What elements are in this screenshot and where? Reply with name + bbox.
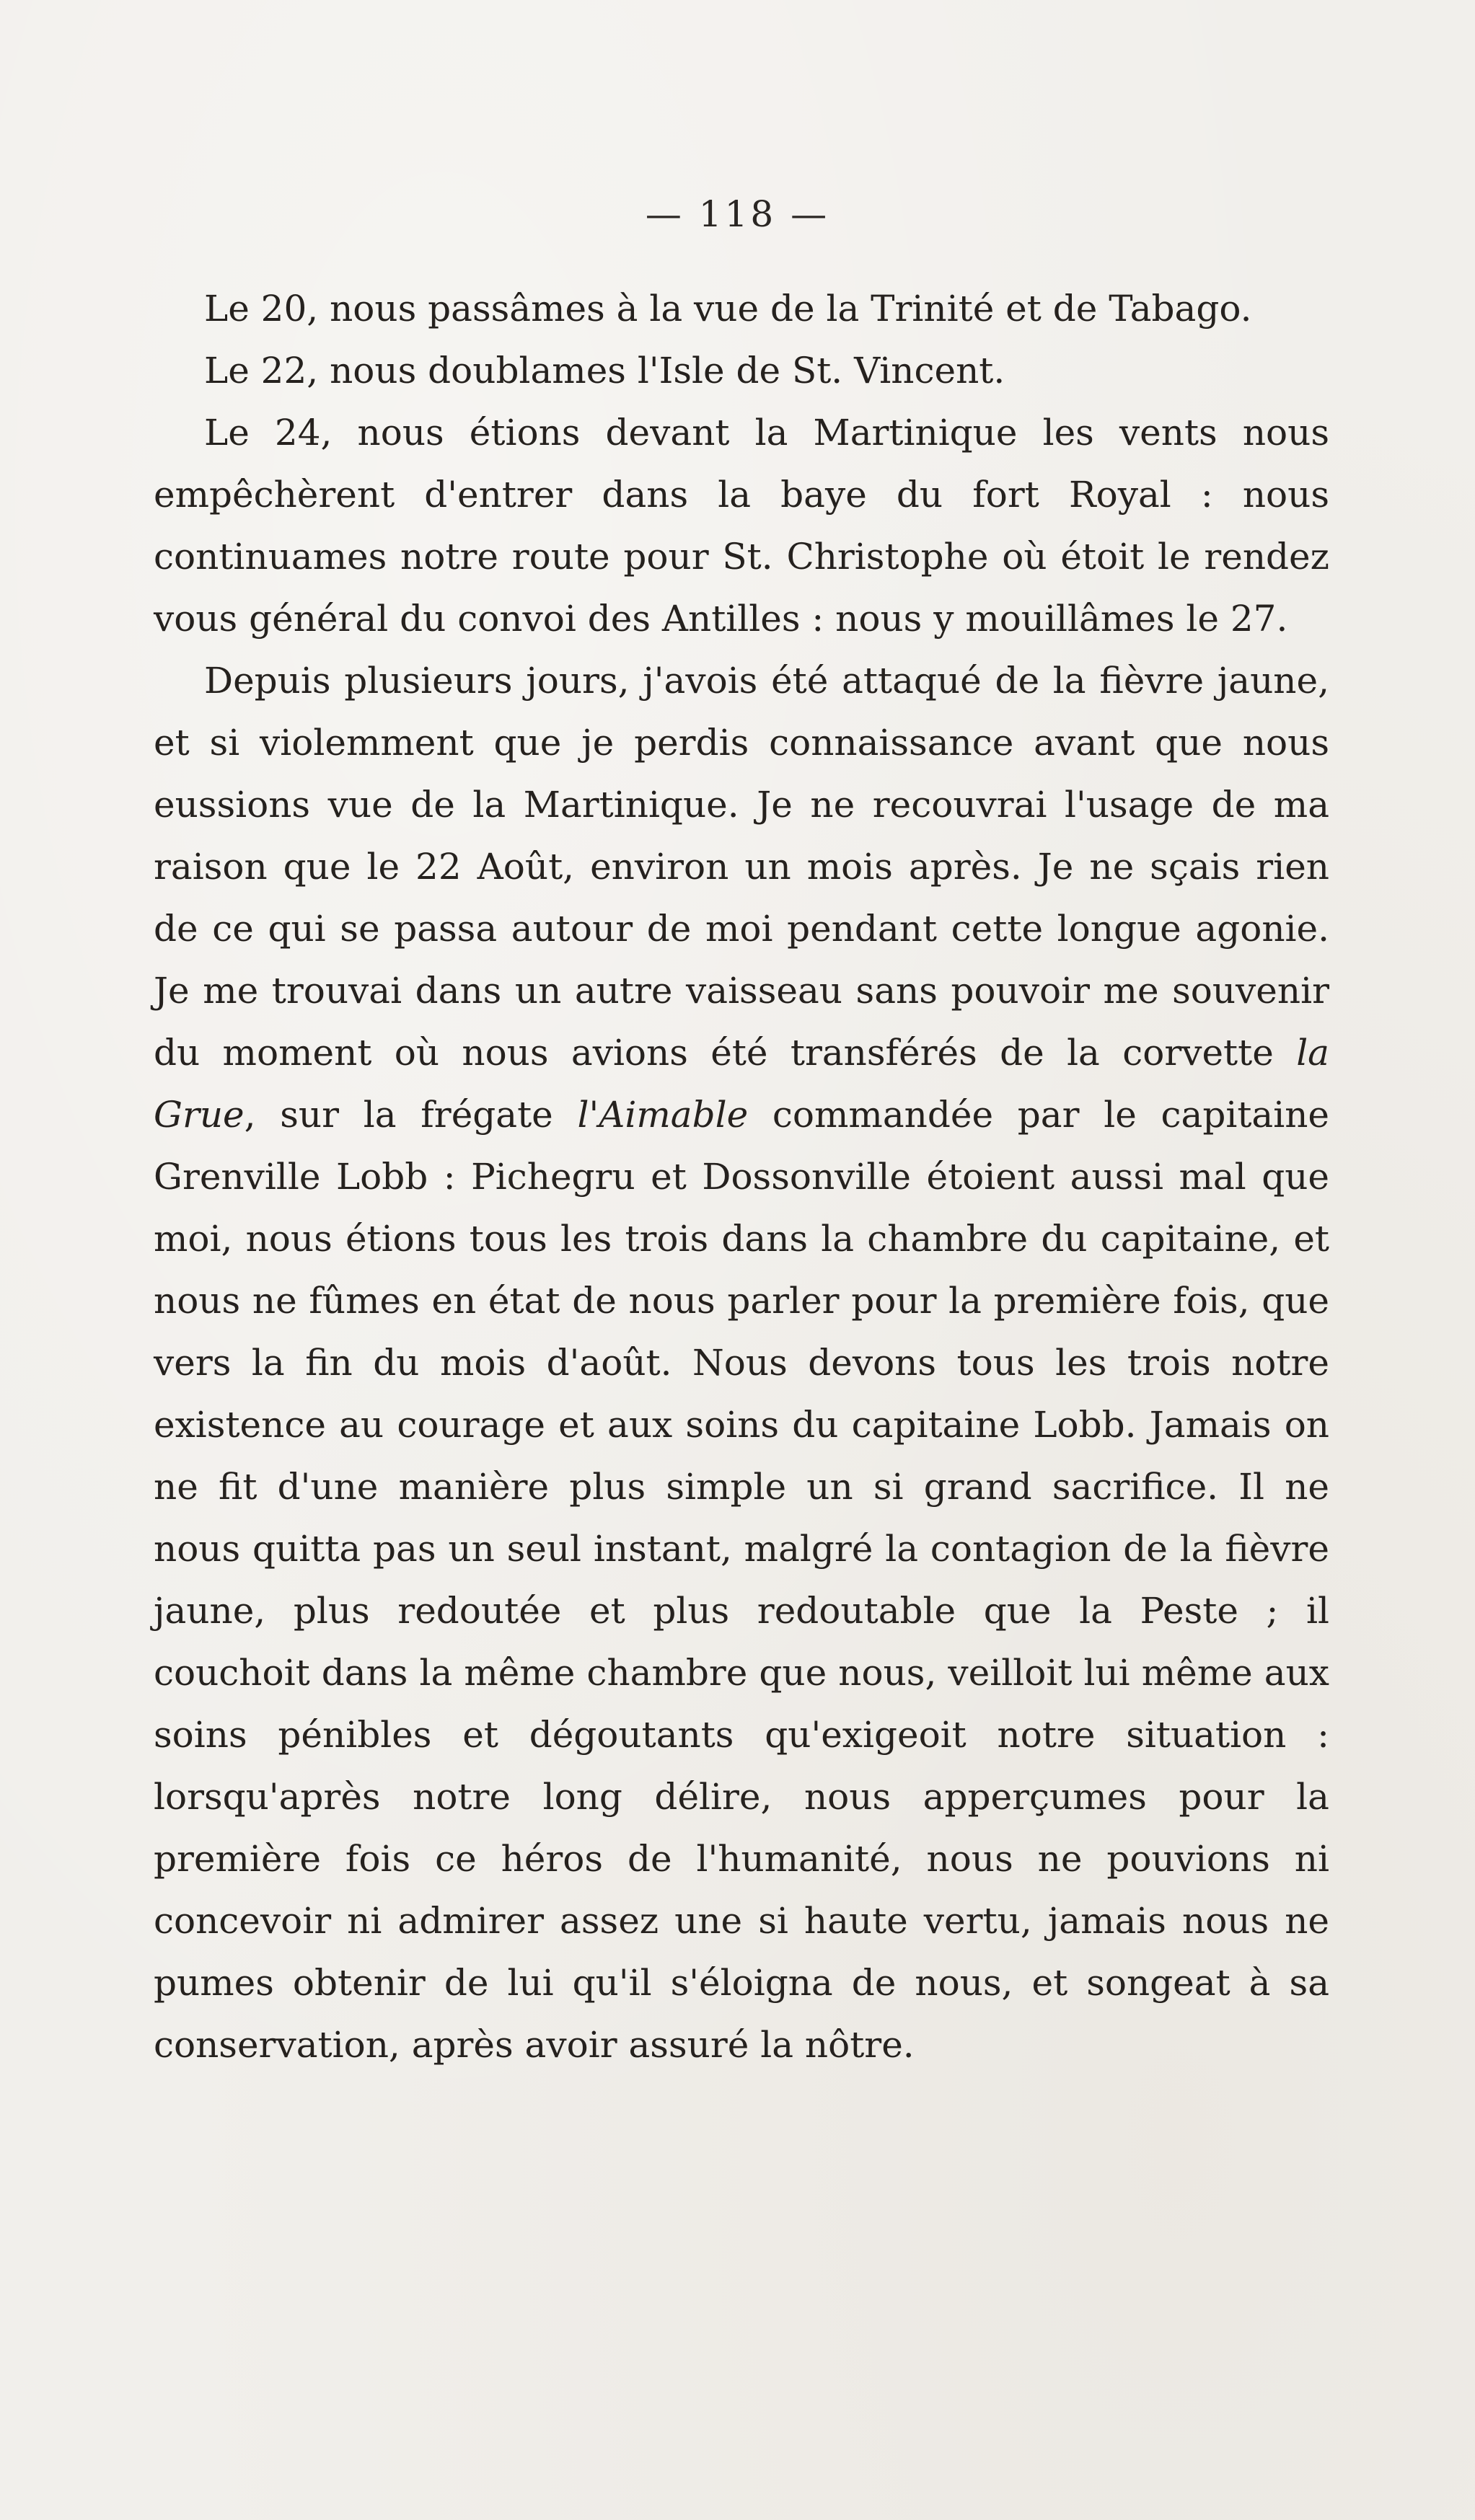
paragraph-4-part-2: , sur la frégate xyxy=(244,1094,578,1136)
paragraph-4 xyxy=(154,650,1329,2076)
ship-name-frigate: l'Aimable xyxy=(577,1094,749,1136)
paragraph-3: Le 24, nous étions devant la Martinique les vents nous empêchèrent d'entrer dans la baye du fort Royal : nous continuames notre route pour St. Christophe où étoit le rendez vous général du convoi des Antilles : nous y mouillâmes le 27. xyxy=(154,412,1329,640)
page-number: — 118 — xyxy=(645,193,830,235)
paragraph-4-part-3: commandée par le capitaine Grenville Lobb : Pichegru et Dossonville étoient aussi mal que moi, nous étions tous les trois dans la chambre du capitaine, et nous ne fûmes en état de nous parler pour la première fois, que vers la fin du mois d'août. Nous devons tous les trois notre existence au courage et aux soins du capitaine Lobb. Jamais on ne fit d'une manière plus simple un si grand sacrifice. Il ne nous quitta pas un seul instant, malgré la contagion de la fièvre jaune, plus redoutée et plus redoutable que la Peste ; il couchoit dans la même chambre que nous, veilloit lui même aux soins pénibles et dégoutants qu'exigeoit notre situation : lorsqu'après notre long délire, nous apperçumes pour la première fois ce héros de l'humanité, nous ne pouvions ni concevoir ni admirer assez une si haute vertu, jamais nous ne pumes obtenir de lui qu'il s'éloigna de nous, et songeat à sa conservation, après avoir assuré la nôtre. xyxy=(154,1094,1330,2066)
paragraph-4-part-1: Depuis plusieurs jours, j'avois été attaqué de la fièvre jaune, et si violemment que je perdis connaissance avant que nous eussions vue de la Martinique. Je ne recouvrai l'usage de ma raison que le 22 Août, environ un mois après. Je ne sçais rien de ce qui se passa autour de moi pendant cette longue agonie. Je me trouvai dans un autre vaisseau sans pouvoir me souvenir du moment où nous avions été transférés de la corvette xyxy=(154,660,1329,1074)
ship-name-corvette: la Grue xyxy=(154,1032,1329,1136)
body-text xyxy=(154,278,1329,2076)
paragraph-1: Le 20, nous passâmes à la vue de la Trinité et de Tabago. xyxy=(204,288,1252,330)
paragraph-2: Le 22, nous doublames l'Isle de St. Vincent. xyxy=(204,350,1005,392)
